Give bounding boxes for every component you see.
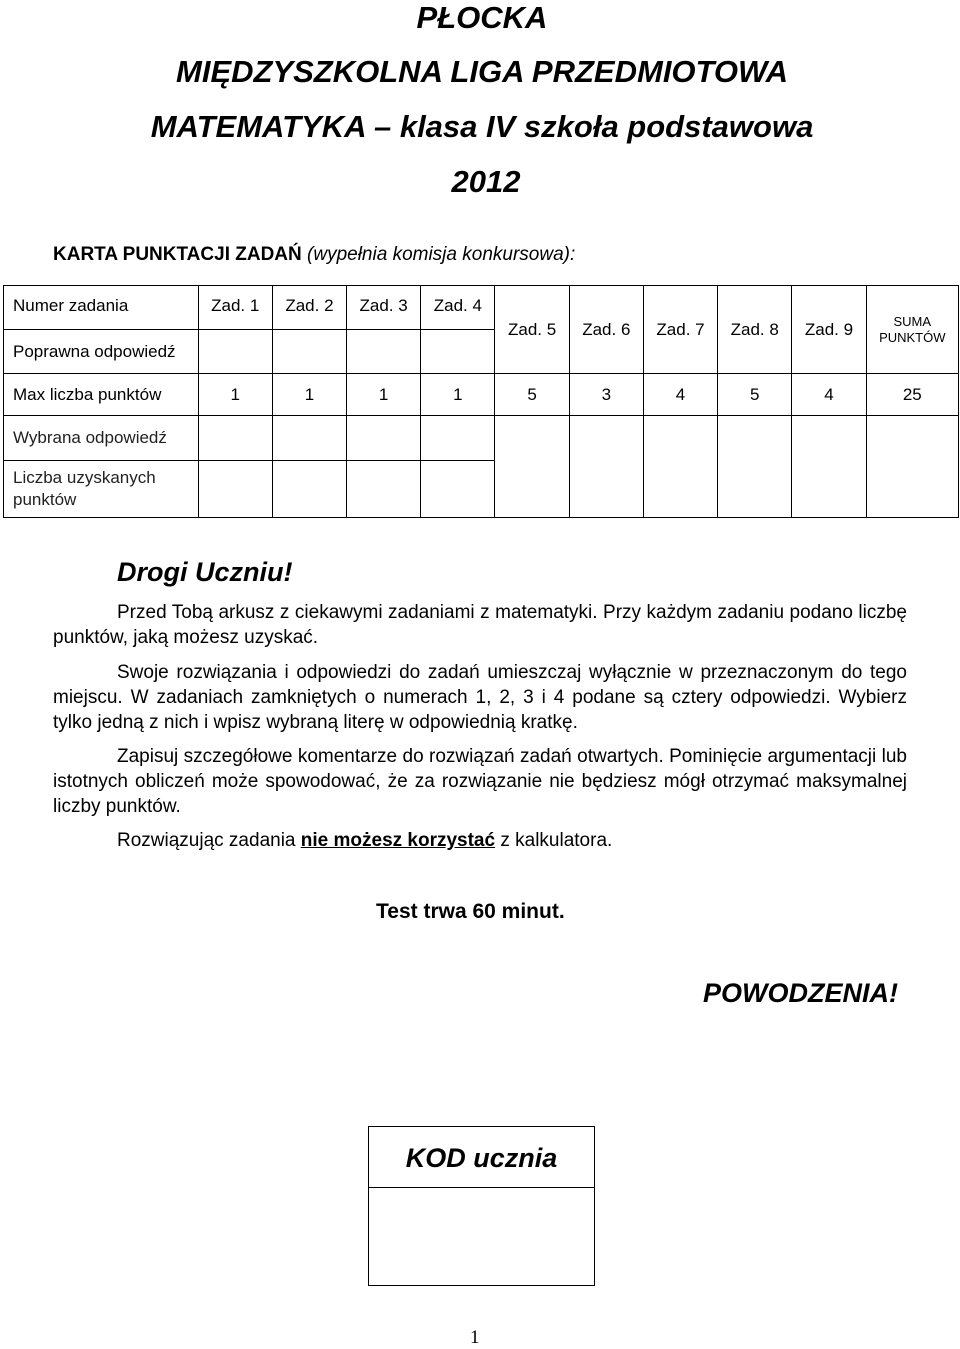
task-header: Zad. 7 xyxy=(643,286,717,374)
points-cell[interactable] xyxy=(569,416,643,518)
max-points-cell: 4 xyxy=(792,374,866,416)
instruction-paragraph xyxy=(53,828,907,853)
answer-cell[interactable] xyxy=(347,330,421,374)
numer-zadania-label: Numer zadania xyxy=(4,286,199,330)
points-cell[interactable] xyxy=(198,461,272,518)
task-header: Zad. 3 xyxy=(347,286,421,330)
table-row xyxy=(4,416,959,461)
max-points-cell: 3 xyxy=(569,374,643,416)
max-points-cell: 1 xyxy=(272,374,346,416)
instruction-text: Rozwiązując zadania xyxy=(117,830,301,851)
instruction-text: Zapisuj szczegółowe komentarze do rozwiązań zadań otwartych. Pominięcie argumentacji lub istotnych obliczeń może spowodować, że za rozwiązanie nie będziesz mógł otrzymać maksymalnej liczby punktów. xyxy=(53,746,907,817)
answer-cell[interactable] xyxy=(198,330,272,374)
karta-note: (wypełnia komisja konkursowa): xyxy=(307,244,576,265)
punktow-label: PUNKTÓW xyxy=(879,329,946,345)
suma-label: SUMA xyxy=(893,313,932,329)
points-cell[interactable] xyxy=(792,416,866,518)
points-cell[interactable] xyxy=(347,461,421,518)
title-year: 2012 xyxy=(451,164,521,199)
table-row xyxy=(4,286,959,330)
suma-header xyxy=(866,286,958,374)
max-points-cell: 1 xyxy=(347,374,421,416)
max-points-total: 25 xyxy=(866,374,958,416)
instruction-text: Przed Tobą arkusz z ciekawymi zadaniami z matematyki. Przy każdym zadaniu podano liczbę punktów, jaką możesz uzyskać. xyxy=(53,602,907,648)
good-luck: POWODZENIA! xyxy=(703,978,898,1008)
wybrana-odpowiedz-label: Wybrana odpowiedź xyxy=(4,416,199,461)
max-points-cell: 1 xyxy=(198,374,272,416)
student-code-label: KOD ucznia xyxy=(369,1127,594,1188)
task-header: Zad. 8 xyxy=(718,286,792,374)
points-cell[interactable] xyxy=(272,461,346,518)
chosen-answer-cell[interactable] xyxy=(421,416,495,461)
task-header: Zad. 6 xyxy=(569,286,643,374)
title-city: PŁOCKA xyxy=(416,0,548,35)
instruction-paragraph xyxy=(53,600,907,650)
chosen-answer-cell[interactable] xyxy=(272,416,346,461)
title-subject: MATEMATYKA – klasa IV szkoła podstawowa xyxy=(150,109,814,144)
liczba-punktow-label: Liczba uzyskanych punktów xyxy=(4,461,199,518)
task-header: Zad. 9 xyxy=(792,286,866,374)
student-code-field[interactable] xyxy=(369,1189,594,1285)
answer-cell[interactable] xyxy=(272,330,346,374)
page-number: 1 xyxy=(470,1327,480,1348)
points-cell[interactable] xyxy=(718,416,792,518)
task-header: Zad. 4 xyxy=(421,286,495,330)
max-points-cell: 5 xyxy=(495,374,569,416)
instruction-paragraph xyxy=(53,744,907,819)
max-points-cell: 1 xyxy=(421,374,495,416)
max-points-label: Max liczba punktów xyxy=(4,374,199,416)
score-table xyxy=(3,285,959,518)
points-cell[interactable] xyxy=(643,416,717,518)
points-cell[interactable] xyxy=(495,416,569,518)
table-row xyxy=(4,374,959,416)
points-total-cell[interactable] xyxy=(866,416,958,518)
calculator-warning: nie możesz korzystać xyxy=(300,830,496,851)
points-cell[interactable] xyxy=(421,461,495,518)
answer-cell[interactable] xyxy=(421,330,495,374)
max-points-cell: 5 xyxy=(718,374,792,416)
instruction-text: z kalkulatora. xyxy=(495,830,613,851)
instruction-text: Swoje rozwiązania i odpowiedzi do zadań umieszczaj wyłącznie w przeznaczonym do tego miejscu. W zadaniach zamkniętych o numerach 1, 2, 3 i 4 podane są cztery odpowiedzi. Wybierz tylko jedną z nich i wpisz wybraną literę w odpowiednią kratkę. xyxy=(53,662,907,733)
task-header: Zad. 1 xyxy=(198,286,272,330)
student-code-box xyxy=(368,1126,595,1286)
greeting: Drogi Uczniu! xyxy=(117,557,293,587)
task-header: Zad. 2 xyxy=(272,286,346,330)
test-duration: Test trwa 60 minut. xyxy=(376,900,565,923)
karta-title: KARTA PUNKTACJI ZADAŃ xyxy=(53,244,302,265)
poprawna-odpowiedz-label: Poprawna odpowiedź xyxy=(4,330,199,374)
karta-heading xyxy=(53,244,575,266)
instruction-paragraph xyxy=(53,660,907,735)
max-points-cell: 4 xyxy=(643,374,717,416)
task-header: Zad. 5 xyxy=(495,286,569,374)
title-league: MIĘDZYSZKOLNA LIGA PRZEDMIOTOWA xyxy=(176,54,788,89)
chosen-answer-cell[interactable] xyxy=(347,416,421,461)
chosen-answer-cell[interactable] xyxy=(198,416,272,461)
